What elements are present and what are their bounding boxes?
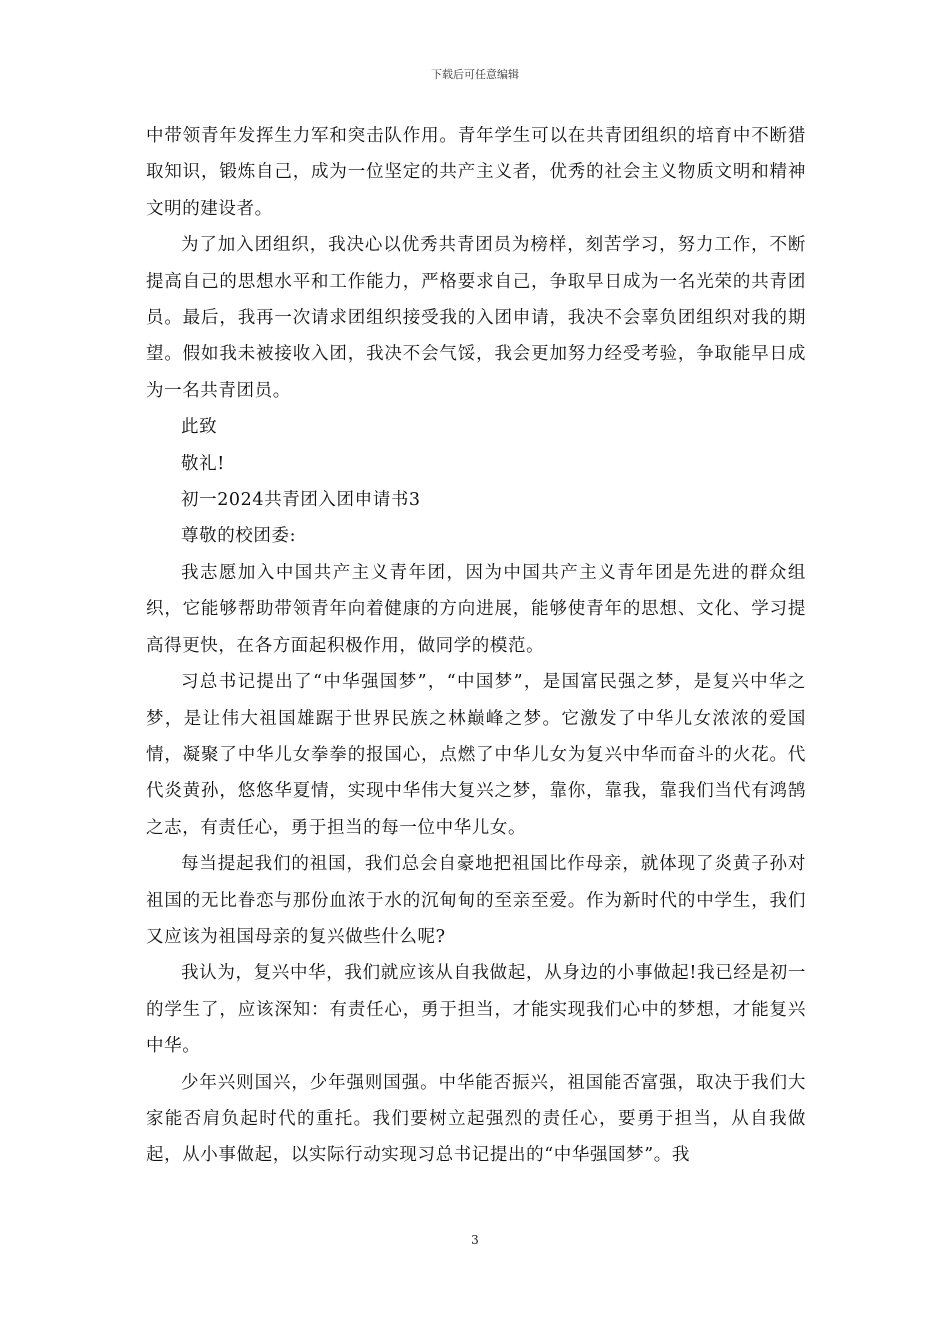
section-title: 初一2024共青团入团申请书3 <box>181 490 421 511</box>
paragraph-continuation: 中带领青年发挥生力军和突击队作用。青年学生可以在共青团组织的培育中不断猎取知识，锻炼自己，成为一位坚定的共产主义者，优秀的社会主义物质文明和精神文明的建设者。 <box>146 126 806 219</box>
paragraph-resolution: 为了加入团组织，我决心以优秀共青团员为榜样，刻苦学习，努力工作，不断提高自己的思想水平和工作能力，严格要求自己，争取早日成为一名光荣的共青团员。最后，我再一次请求团组织接受我的入团申请，我决不会辜负团组织对我的期望。假如我未被接收入团，我决不会气馁，我会更加努力经受考验，争取能早日成为一名共青团员。 <box>146 235 806 401</box>
paragraph-intent: 我志愿加入中国共产主义青年团，因为中国共产主义青年团是先进的群众组织，它能够帮助带领青年向着健康的方向进展，能够使青年的思想、文化、学习提高得更快，在各方面起积极作用，做同学的模范。 <box>146 562 806 656</box>
page-header: 下载后可任意编辑 <box>431 68 519 81</box>
document-body <box>146 118 806 1174</box>
paragraph-china-dream: 习总书记提出了“中华强国梦”，“中国梦”，是国富民强之梦，是复兴中华之梦，是让伟大祖国雄踞于世界民族之林巅峰之梦。它激发了中华儿女浓浓的爱国情，凝聚了中华儿女拳拳的报国心，点燃了中华儿女为复兴中华而奋斗的火花。代代炎黄孙，悠悠华夏情，实现中华伟大复兴之梦，靠你，靠我，靠我们当代有鸿鹄之志，有责任心，勇于担当的每一位中华儿女。 <box>146 672 806 838</box>
closing-salutation: 此致 <box>181 417 218 438</box>
paragraph-start-with-self: 我认为，复兴中华，我们就应该从自我做起，从身边的小事做起!我已经是初一的学生了，应该深知：有责任心，勇于担当，才能实现我们心中的梦想，才能复兴中华。 <box>146 963 806 1057</box>
page-number: 3 <box>471 1233 479 1247</box>
paragraph-motherland: 每当提起我们的祖国，我们总会自豪地把祖国比作母亲，就体现了炎黄子孙对祖国的无比眷恋与那份血浓于水的沉甸甸的至亲至爱。作为新时代的中学生，我们又应该为祖国母亲的复兴做些什么呢? <box>146 854 806 947</box>
closing-regards: 敬礼! <box>181 453 225 474</box>
paragraph-youth: 少年兴则国兴，少年强则国强。中华能否振兴，祖国能否富强，取决于我们大家能否肩负起时代的重托。我们要树立起强烈的责任心，要勇于担当，从自我做起，从小事做起，以实际行动实现习总书记提出的“中华强国梦”。我 <box>146 1072 806 1166</box>
letter-greeting: 尊敬的校团委: <box>181 526 297 547</box>
